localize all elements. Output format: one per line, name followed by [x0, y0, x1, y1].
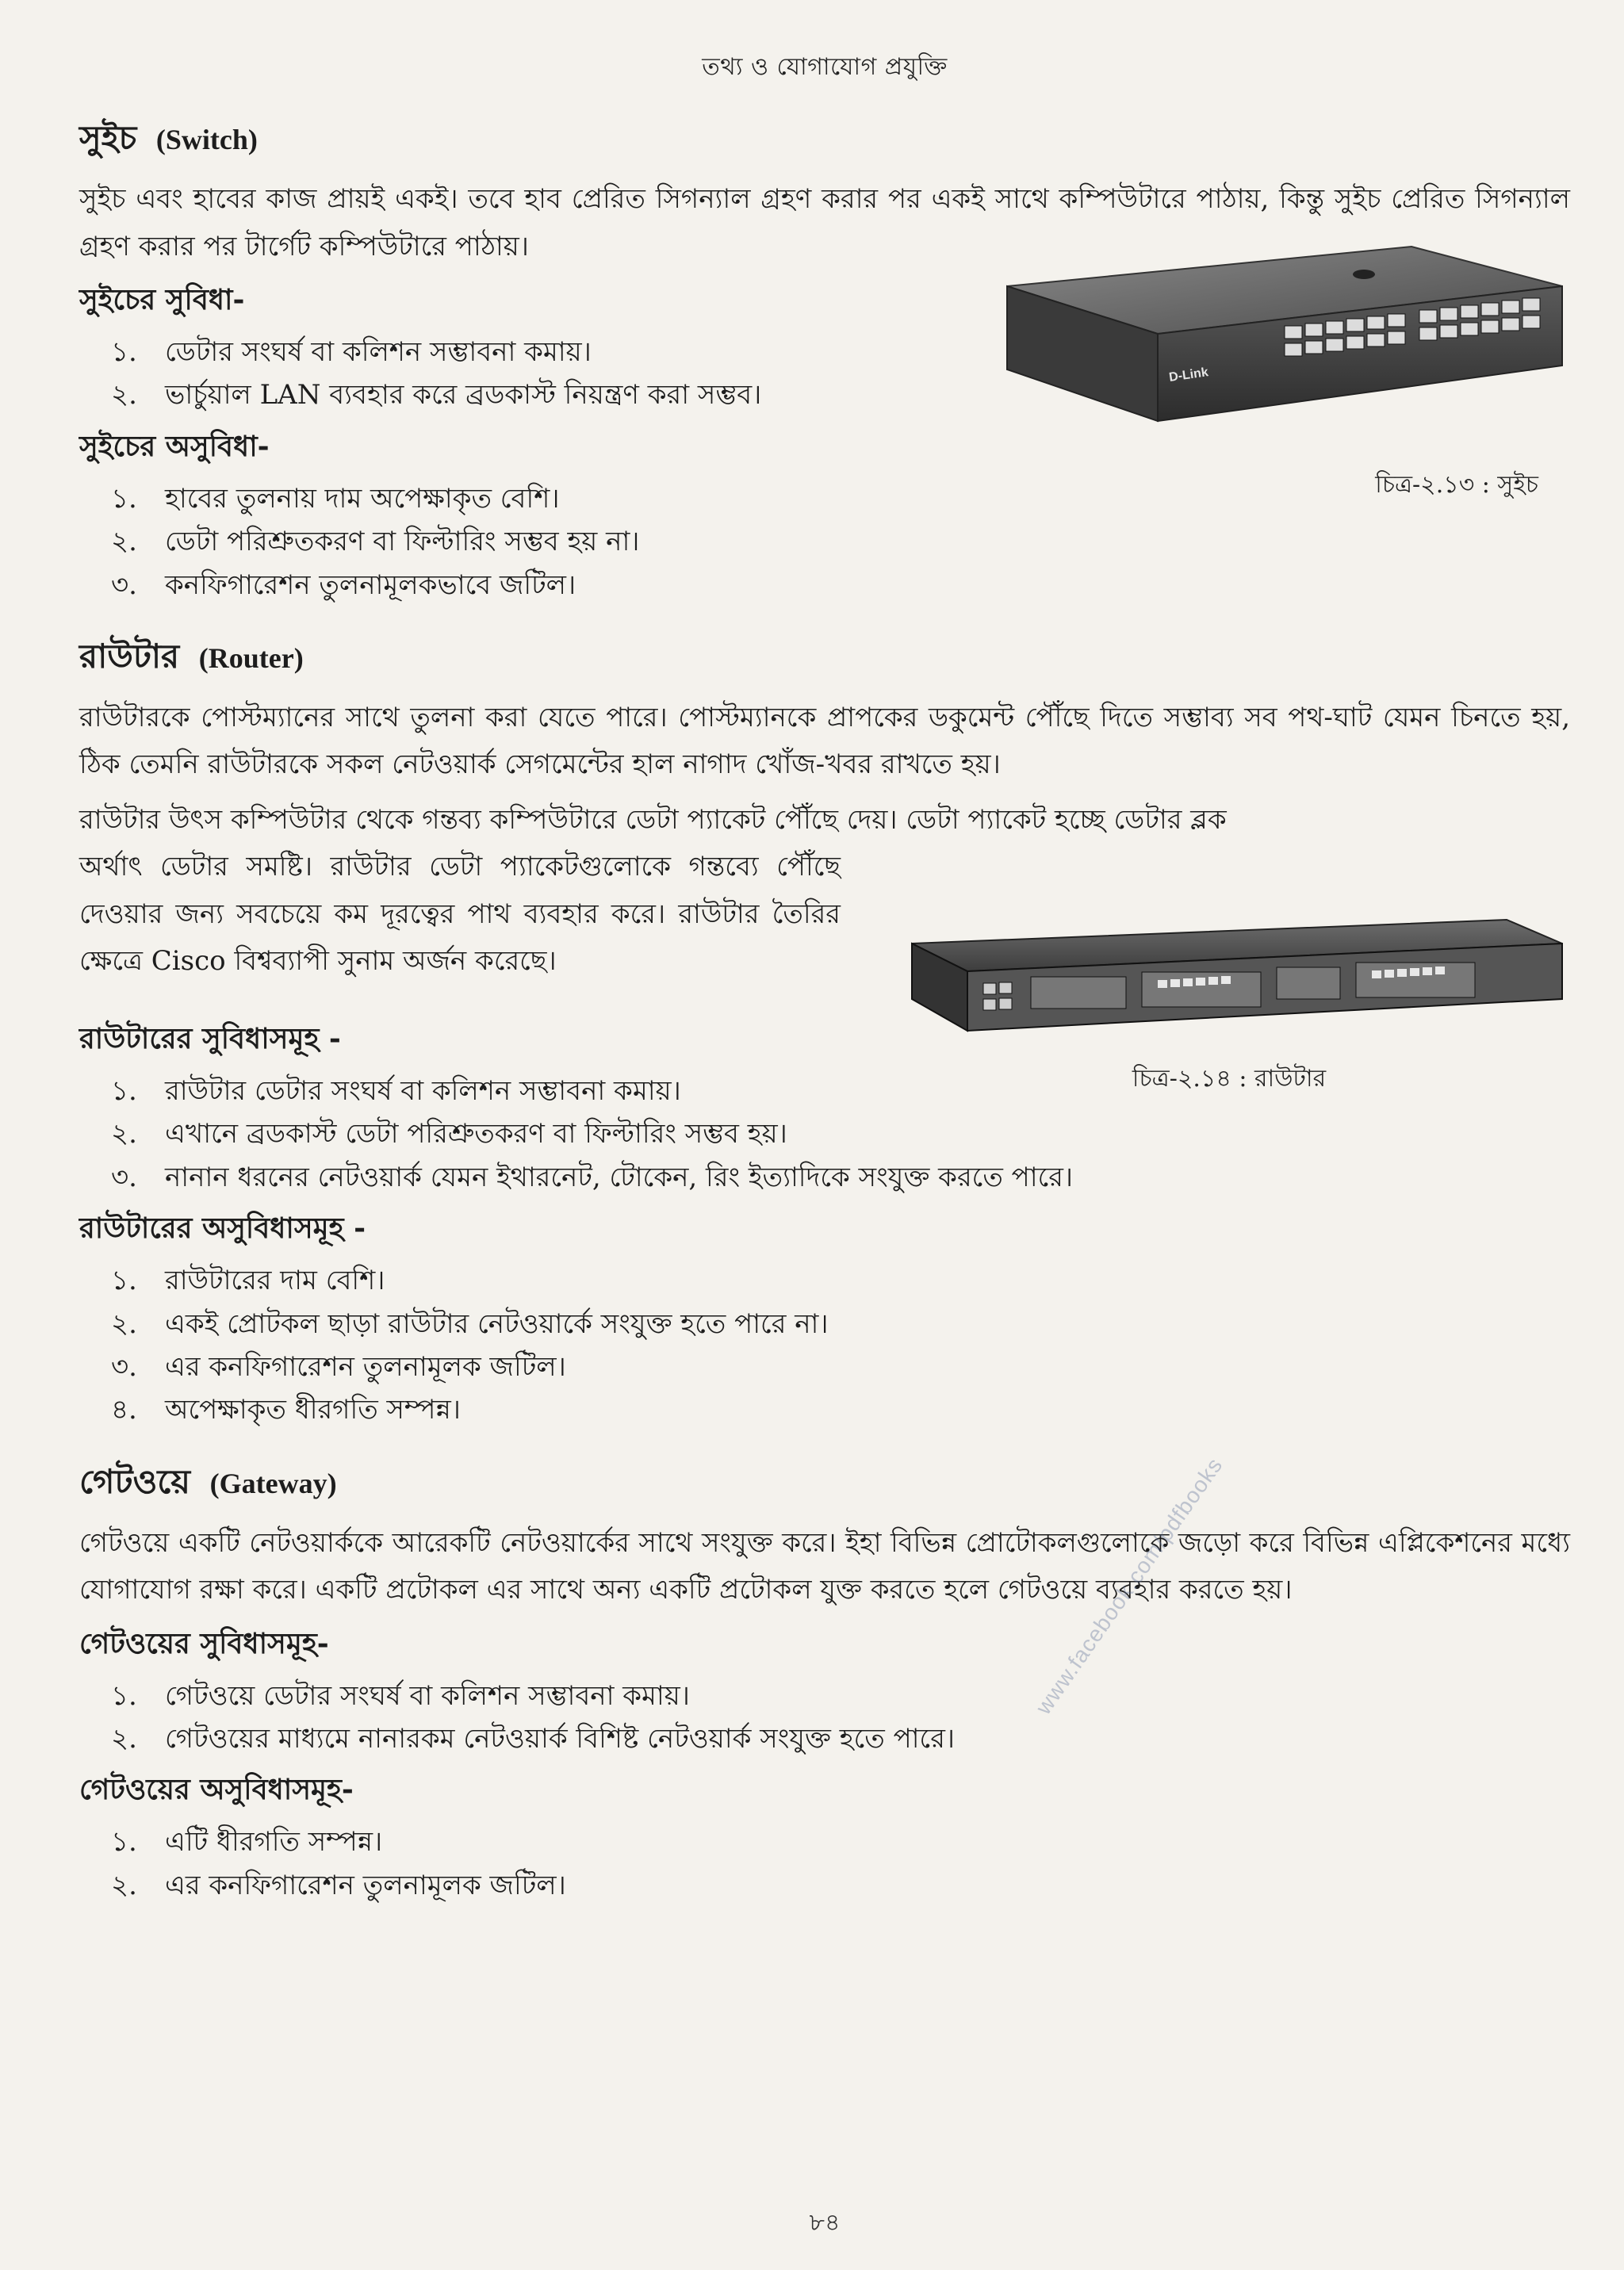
list-number: ২. [111, 379, 137, 412]
list-text: একই প্রোটকল ছাড়া রাউটার নেটওয়ার্কে সংযুক্ত হতে পারে না। [165, 1307, 829, 1340]
router-description-2: রাউটার উৎস কম্পিউটার থেকে গন্তব্য কম্পিউটারে ডেটা প্যাকেট পৌঁছে দেয়। ডেটা প্যাকেট হচ্ছে ডেটার ব্লক [79, 803, 1227, 836]
switch-section [79, 112, 1570, 607]
list-text: অপেক্ষাকৃত ধীরগতি সম্পন্ন। [165, 1394, 461, 1426]
list-item [79, 1303, 1570, 1346]
list-text: এখানে ব্রডকাস্ট ডেটা পরিশ্রুতকরণ বা ফিল্টারিং সম্ভব হয়। [165, 1118, 787, 1150]
list-number: ১. [111, 1074, 137, 1107]
list-item [79, 1717, 1570, 1760]
list-number: ১. [111, 336, 137, 368]
gateway-title-bn: গেটওয়ে [79, 1461, 190, 1501]
list-text: নানান ধরনের নেটওয়ার্ক যেমন ইথারনেট, টোকেন, রিং ইত্যাদিকে সংযুক্ত করতে পারে। [165, 1161, 1074, 1193]
list-number: ১. [111, 482, 137, 515]
list-item [79, 373, 952, 416]
switch-figure-caption: চিত্র-২.১৩ : সুইচ [1375, 471, 1538, 499]
list-text: রাউটারের দাম বেশি। [165, 1265, 385, 1297]
router-disadvantages-list [79, 1259, 1570, 1432]
list-text: এর কনফিগারেশন তুলনামূলক জটিল। [165, 1350, 566, 1383]
list-number: ২. [111, 1118, 137, 1150]
list-number: ১. [111, 1679, 137, 1712]
router-image [888, 912, 1570, 1047]
list-number: ২. [111, 1869, 137, 1901]
list-item [79, 1156, 1570, 1199]
list-number: ৩. [111, 1350, 137, 1383]
list-item [79, 331, 952, 373]
list-item [79, 1388, 1570, 1431]
list-number: ৩. [111, 1161, 137, 1193]
switch-title-en: (Switch) [155, 124, 258, 155]
running-header: তথ্য ও যোগাযোগ প্রযুক্তি [702, 53, 948, 81]
list-text: কনফিগারেশন তুলনামূলকভাবে জটিল। [165, 568, 576, 601]
switch-lists [79, 278, 952, 607]
list-item [79, 1820, 1570, 1863]
list-item [79, 477, 952, 520]
list-text: রাউটার ডেটার সংঘর্ষ বা কলিশন সম্ভাবনা কমায়। [165, 1074, 681, 1107]
list-number: ১. [111, 1265, 137, 1297]
router-description: রাউটারকে পোস্টম্যানের সাথে তুলনা করা যেতে পারে। পোস্টম্যানকে প্রাপকের ডকুমেন্ট পৌঁছে দিতে সম্ভাব্য সব পথ-ঘাট যেমন চিনতে হয়, ঠিক তেমনি রাউটারকে সকল নেটওয়ার্ক সেগমেন্টের হাল নাগাদ খোঁজ-খবর রাখতে হয়। [79, 701, 1570, 781]
switch-title-bn: সুইচ [79, 118, 137, 157]
list-text: এটি ধীরগতি সম্পন্ন। [165, 1826, 383, 1858]
switch-advantages-list [79, 331, 952, 417]
list-number: ২. [111, 1723, 137, 1755]
switch-advantages-heading: সুইচের সুবিধা- [79, 283, 245, 316]
router-title-en: (Router) [198, 641, 304, 674]
watermark: www.facebook.com/pdfbooks [1031, 1453, 1228, 1719]
gateway-advantages-list [79, 1675, 1570, 1761]
switch-image [999, 231, 1570, 453]
router-disadvantages-heading: রাউটারের অসুবিধাসমূহ - [79, 1212, 366, 1246]
list-text: গেটওয়ের মাধ্যমে নানারকম নেটওয়ার্ক বিশিষ্ট নেটওয়ার্ক সংযুক্ত হতে পারে। [165, 1723, 956, 1755]
list-number: ৩. [111, 568, 137, 601]
gateway-advantages-heading: গেটওয়ের সুবিধাসমূহ- [79, 1626, 329, 1660]
list-item [79, 1259, 1570, 1302]
router-figure-caption: চিত্র-২.১৪ : রাউটার [1132, 1064, 1327, 1093]
router-title [79, 630, 1570, 687]
switch-brand-label: D-Link [1168, 366, 1209, 385]
list-number: ২. [111, 526, 137, 558]
router-figure [888, 912, 1570, 1100]
list-number: ২. [111, 1307, 137, 1340]
list-item [79, 564, 952, 607]
switch-disadvantages-heading: সুইচের অসুবিধা- [79, 429, 270, 463]
router-advantages-heading: রাউটারের সুবিধাসমূহ - [79, 1021, 341, 1055]
switch-title [79, 112, 1570, 168]
switch-figure [999, 231, 1570, 506]
list-text: গেটওয়ে ডেটার সংঘর্ষ বা কলিশন সম্ভাবনা কমায়। [165, 1679, 690, 1712]
page-number: ৮৪ [809, 2209, 841, 2237]
router-description-3: অর্থাৎ ডেটার সমষ্টি। রাউটার ডেটা প্যাকেটগুলোকে গন্তব্যে পৌঁছে দেওয়ার জন্য সবচেয়ে কম দূরত্বের পাথ ব্যবহার করে। রাউটার তৈরির ক্ষেত্রে Cisco বিশ্বব্যাপী সুনাম অর্জন করেছে। [79, 851, 841, 978]
list-text: ভার্চুয়াল LAN ব্যবহার করে ব্রডকাস্ট নিয়ন্ত্রণ করা সম্ভব। [165, 379, 762, 412]
gateway-disadvantages-list [79, 1820, 1570, 1907]
list-number: ৪. [111, 1394, 137, 1426]
list-item [79, 520, 952, 563]
list-text: ডেটা পরিশ্রুতকরণ বা ফিল্টারিং সম্ভব হয় না। [165, 526, 640, 558]
list-item [79, 1864, 1570, 1907]
list-item [79, 1675, 1570, 1717]
gateway-disadvantages-heading: গেটওয়ের অসুবিধাসমূহ- [79, 1773, 354, 1807]
switch-description: সুইচ এবং হাবের কাজ প্রায়ই একই। তবে হাব প্রেরিত সিগন্যাল গ্রহণ করার পর একই সাথে কম্পিউটারে পাঠায়, কিন্তু সুইচ প্রেরিত সিগন্যাল গ্রহণ করার পর টার্গেট কম্পিউটারে পাঠায়। [79, 183, 1570, 262]
gateway-description: গেটওয়ে একটি নেটওয়ার্ককে আরেকটি নেটওয়ার্কের সাথে সংযুক্ত করে। ইহা বিভিন্ন প্রোটোকলগুলোকে জড়ো করে বিভিন্ন এপ্লিকেশনের মধ্যে যোগাযোগ রক্ষা করে। একটি প্রটোকল এর সাথে অন্য একটি প্রটোকল যুক্ত করতে হলে গেটওয়ে ব্যবহার করতে হয়। [79, 1526, 1570, 1606]
router-section [79, 630, 1570, 1432]
list-number: ১. [111, 1826, 137, 1858]
gateway-section [79, 1456, 1570, 1908]
switch-disadvantages-list [79, 477, 952, 607]
list-text: হাবের তুলনায় দাম অপেক্ষাকৃত বেশি। [165, 482, 560, 515]
book-page [79, 48, 1570, 2252]
list-text: এর কনফিগারেশন তুলনামূলক জটিল। [165, 1869, 566, 1901]
list-text: ডেটার সংঘর্ষ বা কলিশন সম্ভাবনা কমায়। [165, 336, 592, 368]
router-title-bn: রাউটার [79, 636, 180, 676]
gateway-title [79, 1456, 1570, 1512]
list-item [79, 1346, 1570, 1388]
gateway-title-en: (Gateway) [209, 1467, 337, 1499]
list-item [79, 1112, 1570, 1155]
